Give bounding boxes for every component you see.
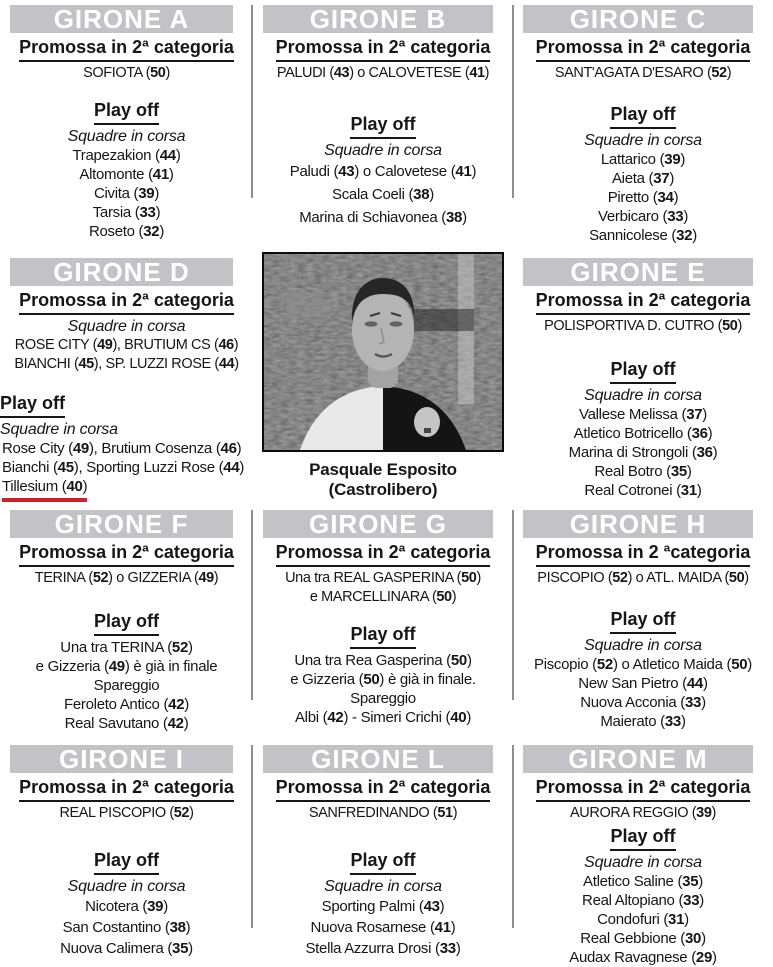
playoff-section <box>253 849 513 959</box>
playoff-heading: Play off <box>350 113 415 139</box>
promossa-heading: Promossa in 2ª categoria <box>276 776 491 802</box>
team-line: Atletico Saline (35) <box>583 873 703 890</box>
team-line: Sporting Palmi (43) <box>321 898 445 915</box>
promossa-teams <box>253 804 513 823</box>
team-line: Paludi (43) o Calovetese (41) <box>289 163 477 180</box>
promossa-section <box>0 36 253 83</box>
team-line: AURORA REGGIO (39) <box>570 805 716 821</box>
team-line: Real Cotronei (31) <box>584 482 702 499</box>
team-line: REAL PISCOPIO (52) <box>59 805 194 821</box>
promossa-teams <box>513 569 773 588</box>
playoff-section <box>513 825 773 967</box>
promossa-heading: Promossa in 2ª categoria <box>536 776 751 802</box>
girone-header: GIRONE G <box>263 510 493 538</box>
team-line: e MARCELLINARA (50) <box>309 589 457 605</box>
playoff-teams <box>513 872 773 967</box>
playoff-section <box>0 849 253 959</box>
promossa-section <box>0 289 253 374</box>
promossa-heading: Promossa in 2ª categoria <box>276 541 491 567</box>
promossa-section <box>253 776 513 823</box>
team-line: Rose City (49), Brutium Cosenza (46) <box>2 440 242 457</box>
team-line: PALUDI (43) o CALOVETESE (41) <box>276 65 490 81</box>
promossa-heading: Promossa in 2ª categoria <box>19 289 234 315</box>
playoff-heading: Play off <box>350 623 415 649</box>
squadre-in-corsa-note: Squadre in corsa <box>0 421 118 438</box>
squadre-in-corsa-note: Squadre in corsa <box>67 318 186 335</box>
team-line: Spareggio <box>350 690 416 707</box>
playoff-teams <box>253 651 513 727</box>
squadre-in-corsa-note: Squadre in corsa <box>584 637 702 654</box>
girone-header: GIRONE F <box>10 510 233 538</box>
team-line: Stella Azzurra Drosi (33) <box>305 940 461 957</box>
promossa-section <box>253 36 513 83</box>
team-line: BIANCHI (45), SP. LUZZI ROSE (44) <box>14 356 239 372</box>
team-line: e Gizzeria (49) è già in finale <box>35 658 218 675</box>
girone-box <box>0 5 253 258</box>
team-line: Nuova Rosarnese (41) <box>310 919 456 936</box>
playoff-teams <box>513 655 773 731</box>
column-divider <box>512 745 514 928</box>
team-line: Nuova Calimera (35) <box>60 940 193 957</box>
promossa-teams <box>253 64 513 83</box>
girone-box <box>513 744 773 966</box>
team-line: Nicotera (39) <box>85 898 168 915</box>
column-divider <box>251 510 253 700</box>
girone-box <box>0 745 253 959</box>
playoff-teams <box>513 150 773 245</box>
team-line: Piscopio (52) o Atletico Maida (50) <box>534 656 752 673</box>
team-line: Roseto (32) <box>88 223 165 240</box>
team-line: Lattarico (39) <box>600 151 686 168</box>
promossa-heading: Promossa in 2 ªcategoria <box>536 541 751 567</box>
playoff-heading: Play off <box>610 608 675 634</box>
girone-box <box>253 510 513 745</box>
column-divider <box>512 5 514 198</box>
squadre-in-corsa-note: Squadre in corsa <box>324 878 442 895</box>
red-highlight-underline: Tillesium (40) <box>2 477 87 502</box>
player-photo <box>262 252 504 452</box>
team-line: Marina di Schiavonea (38) <box>299 209 467 226</box>
promossa-heading: Promossa in 2ª categoria <box>19 36 234 62</box>
team-line: Atletico Botricello (36) <box>573 425 713 442</box>
column-divider <box>251 745 253 928</box>
team-line: Marina di Strongoli (36) <box>568 444 718 461</box>
girone-header: GIRONE E <box>523 258 753 286</box>
playoff-heading: Play off <box>610 825 675 851</box>
playoff-teams <box>253 160 513 229</box>
girone-box <box>513 258 773 510</box>
playoff-teams <box>0 439 253 496</box>
team-line: Real Gebbione (30) <box>580 930 706 947</box>
promossa-heading: Promossa in 2ª categoria <box>19 541 234 567</box>
team-line: Albi (42) - Simeri Crichi (40) <box>294 709 472 726</box>
playoff-teams <box>253 896 513 959</box>
playoff-heading: Play off <box>0 392 65 418</box>
team-line: Verbicaro (33) <box>597 208 689 225</box>
playoff-section <box>253 623 513 727</box>
team-line: Nuova Acconia (33) <box>580 694 706 711</box>
squadre-in-corsa-note: Squadre in corsa <box>584 387 702 404</box>
playoff-teams <box>0 638 253 733</box>
team-line: SANT'AGATA D'ESARO (52) <box>554 65 732 81</box>
team-line: TERINA (52) o GIZZERIA (49) <box>34 570 219 586</box>
squadre-in-corsa-note: Squadre in corsa <box>67 128 186 145</box>
squadre-in-corsa-note: Squadre in corsa <box>324 142 442 159</box>
team-line: Maierato (33) <box>600 713 686 730</box>
promossa-section <box>0 776 253 823</box>
playoff-teams <box>513 405 773 500</box>
team-line: Civita (39) <box>93 185 160 202</box>
girone-box <box>253 5 513 258</box>
promossa-heading: Promossa in 2ª categoria <box>276 36 491 62</box>
promossa-section <box>513 541 773 588</box>
girone-header: GIRONE H <box>523 510 753 538</box>
team-line: San Costantino (38) <box>62 919 191 936</box>
promossa-teams <box>513 317 773 336</box>
promossa-teams <box>0 336 253 374</box>
team-line: Real Botro (35) <box>594 463 692 480</box>
team-line: ROSE CITY (49), BRUTIUM CS (46) <box>14 337 239 353</box>
promossa-heading: Promossa in 2ª categoria <box>536 36 751 62</box>
team-line: Real Savutano (42) <box>64 715 189 732</box>
promossa-teams <box>0 64 253 83</box>
column-divider <box>512 510 514 700</box>
team-line: SOFIOTA (50) <box>83 65 170 81</box>
girone-header: GIRONE C <box>523 5 753 33</box>
girone-header: GIRONE A <box>10 5 233 33</box>
playoff-section <box>0 99 253 241</box>
promossa-teams <box>0 569 253 588</box>
girone-box <box>513 5 773 258</box>
playoff-section <box>0 392 253 496</box>
team-line: Bianchi (45), Sporting Luzzi Rose (44) <box>2 459 245 476</box>
girone-header: GIRONE D <box>10 258 233 286</box>
promossa-teams <box>513 64 773 83</box>
player-photo-illustration <box>264 254 502 450</box>
playoff-section <box>513 103 773 245</box>
team-line: e Gizzeria (50) è già in finale. <box>290 671 476 688</box>
team-line: Sannicolese (32) <box>589 227 697 244</box>
photo-caption: Pasquale Esposito (Castrolibero) <box>309 460 457 499</box>
girone-header: GIRONE I <box>10 745 233 773</box>
playoff-heading: Play off <box>610 103 675 129</box>
playoff-section <box>0 610 253 733</box>
girone-box <box>0 510 253 745</box>
girone-box <box>253 745 513 959</box>
squadre-in-corsa-note: Squadre in corsa <box>584 132 702 149</box>
team-line: Altomonte (41) <box>79 166 174 183</box>
team-line: Tarsia (33) <box>92 204 161 221</box>
team-line: Una tra TERINA (52) <box>60 639 193 656</box>
team-line: Aieta (37) <box>611 170 675 187</box>
promossa-section <box>513 289 773 336</box>
team-line: New San Pietro (44) <box>578 675 708 692</box>
column-divider <box>251 5 253 198</box>
promossa-heading: Promossa in 2ª categoria <box>536 289 751 315</box>
playoff-heading: Play off <box>610 358 675 384</box>
playoff-teams <box>0 146 253 241</box>
girone-box <box>0 258 253 510</box>
team-line: Feroleto Antico (42) <box>64 696 189 713</box>
team-line: Una tra Rea Gasperina (50) <box>294 652 472 669</box>
squadre-in-corsa-note: Squadre in corsa <box>67 878 186 895</box>
playoff-teams <box>0 896 253 959</box>
promossa-section <box>253 541 513 607</box>
girone-header: GIRONE B <box>263 5 493 33</box>
promossa-teams <box>0 804 253 823</box>
team-line: Trapezakion (44) <box>72 147 181 164</box>
team-line <box>0 477 253 496</box>
squadre-in-corsa-note: Squadre in corsa <box>584 854 702 871</box>
playoff-section <box>513 358 773 500</box>
promossa-teams <box>513 804 773 823</box>
photo-panel <box>253 258 513 510</box>
team-line: Vallese Melissa (37) <box>579 406 707 423</box>
playoff-heading: Play off <box>94 610 159 636</box>
promossa-section <box>513 776 773 823</box>
team-line: SANFREDINANDO (51) <box>308 805 458 821</box>
team-line: Audax Ravagnese (29) <box>569 949 717 966</box>
playoff-heading: Play off <box>94 99 159 125</box>
team-line: Condofuri (31) <box>597 911 689 928</box>
team-line: POLISPORTIVA D. CUTRO (50) <box>544 318 742 334</box>
girone-header: GIRONE M <box>523 745 753 773</box>
team-line: Spareggio <box>93 677 160 694</box>
girone-box <box>513 510 773 745</box>
team-line: Una tra REAL GASPERINA (50) <box>285 570 481 586</box>
playoff-section <box>513 608 773 731</box>
promossa-heading: Promossa in 2ª categoria <box>19 776 234 802</box>
playoff-heading: Play off <box>94 849 159 875</box>
promossa-teams <box>253 569 513 607</box>
girone-header: GIRONE L <box>263 745 493 773</box>
playoff-heading: Play off <box>350 849 415 875</box>
playoff-section <box>253 113 513 229</box>
promossa-section <box>0 541 253 588</box>
team-line: Scala Coeli (38) <box>332 186 434 203</box>
promossa-section <box>513 36 773 83</box>
team-line: Real Altopiano (33) <box>582 892 704 909</box>
team-line: Piretto (34) <box>607 189 679 206</box>
team-line: PISCOPIO (52) o ATL. MAIDA (50) <box>537 570 749 586</box>
